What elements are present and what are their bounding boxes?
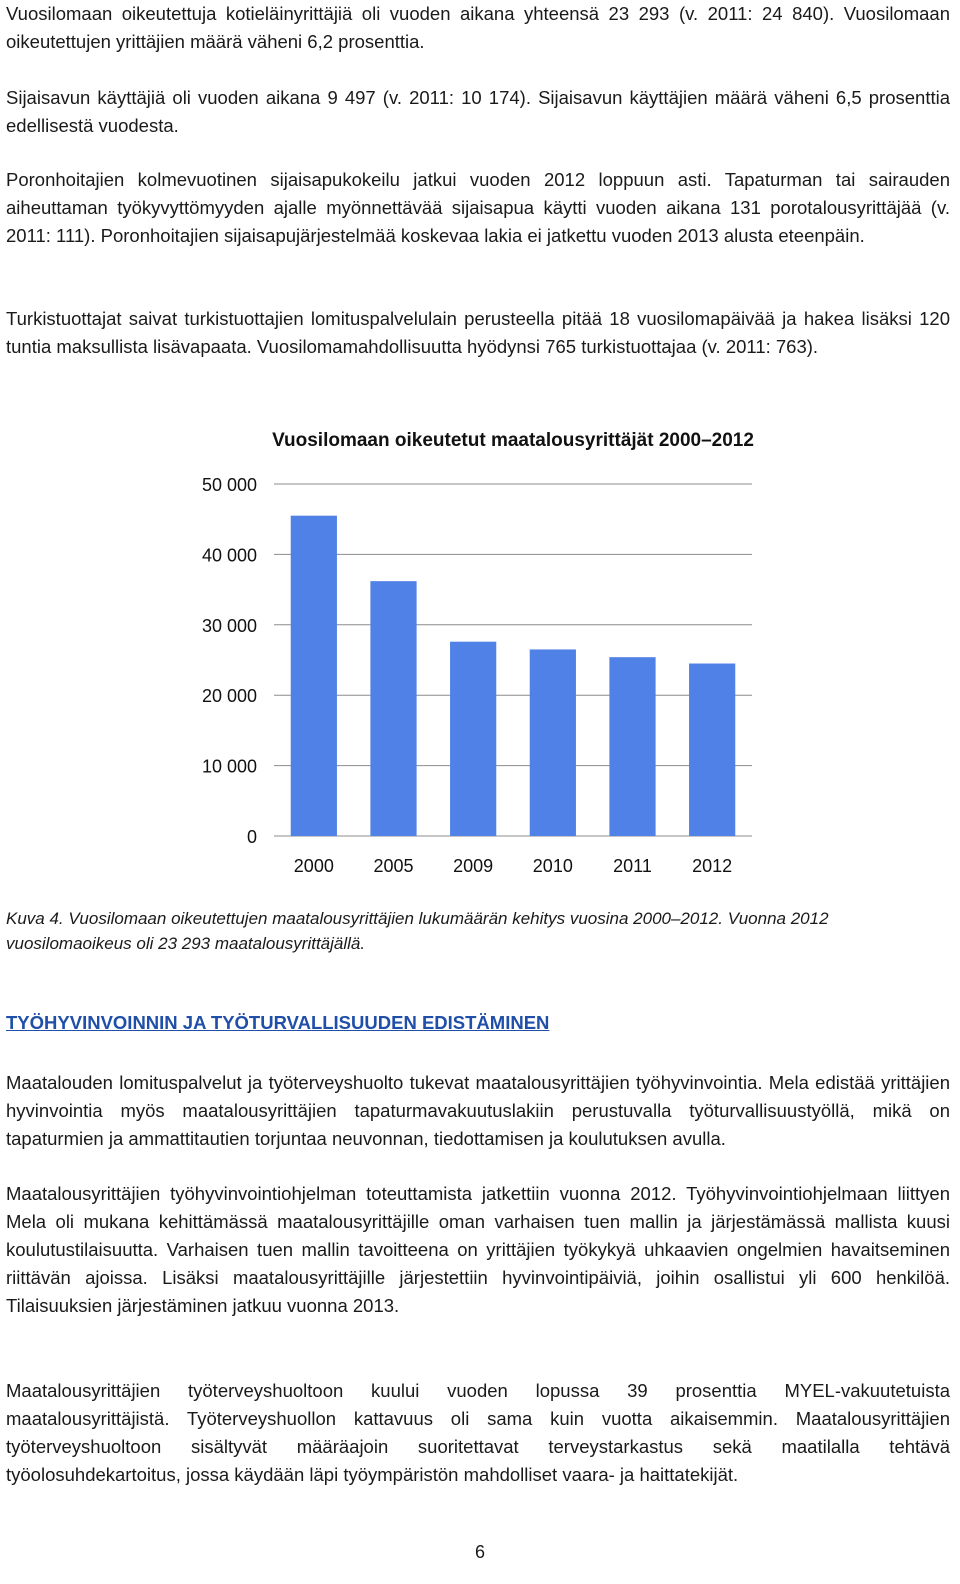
bar-2012 [689,664,735,836]
x-tick-label: 2000 [293,856,334,876]
x-tick-label: 2010 [532,856,573,876]
x-tick-label: 2005 [373,856,414,876]
y-tick-label: 20 000 [201,686,257,707]
page-number: 6 [474,1542,485,1562]
paragraph-tyoterveyshuolto: Maatalousyrittäjien työterveyshuoltoon kuului vuoden lopussa 39 prosenttia MYEL-vakuutetuista maatalousyrittäjistä. Työterveyshuollon kattavuus oli sama kuin vuotta aikaisemmin. Maatalousyrittäjien työterveyshuoltoon sisältyvät määräajoin suoritettavat terveystarkastus sekä maatilalla tehtävä työolosuhdekartoitus, jossa käydään läpi työympäristön mahdolliset vaara- ja haittatekijät. [6,1380,950,1485]
paragraph-tyohyvinvointiohjelma: Maatalousyrittäjien työhyvinvointiohjelman toteuttamista jatkettiin vuonna 2012. Työhyvinvointiohjelmaan liittyen Mela oli mukana kehittämässä maatalousyrittäjille oman varhaisen tuen mallin ja järjestämässä mallista kuusi koulutustilaisuutta. Varhaisen tuen mallin tavoitteena on yrittäjien työkykyä uhkaavien ongelmien havaitseminen riittävän ajoissa. Lisäksi maatalousyrittäjille järjestettiin hyvinvointipäiviä, joihin osallistui yli 600 henkilöä. Tilaisuuksien järjestäminen jatkuu vuonna 2013. [6,1183,950,1316]
bar-2005 [370,581,416,836]
y-tick-label: 50 000 [201,475,257,495]
y-tick-label: 30 000 [201,615,257,636]
y-tick-label: 0 [246,827,257,847]
y-tick-label: 40 000 [201,545,257,566]
x-tick-label: 2012 [692,856,733,876]
bar-2000 [291,516,337,836]
figure-caption: Kuva 4. Vuosilomaan oikeutettujen maatalousyrittäjien lukumäärän kehitys vuosina 2000–2012. Vuonna 2012 vuosilomaoikeus oli 23 293 maatalousyrittäjällä. [6,909,829,953]
bar-2009 [450,642,496,836]
bar-2011 [609,657,655,836]
chart-title: Vuosilomaan oikeutetut maatalousyrittäjät 2000–2012 [272,430,754,451]
paragraph-turkistuottajat: Turkistuottajat saivat turkistuottajien lomituspalvelulain perusteella pitää 18 vuosilomapäivää ja hakea lisäksi 120 tuntia maksullista lisävapaata. Vuosilomamahdollisuutta hyödynsi 765 turkistuottajaa (v. 2011: 763). [6,308,950,357]
x-tick-label: 2011 [613,856,652,876]
paragraph-vuosiloma: Vuosilomaan oikeutettuja kotieläinyrittäjiä oli vuoden aikana yhteensä 23 293 (v. 2011: 24 840). Vuosilomaan oikeutettujen yrittäjien määrä väheni 6,2 prosenttia. [6,3,950,52]
paragraph-lomituspalvelut: Maatalouden lomituspalvelut ja työterveyshuolto tukevat maatalousyrittäjien työhyvinvointia. Mela edistää yrittäjien hyvinvointia myös maatalousyrittäjien tapaturmavakuutuslakiin perustuvalla työturvallisuustyöllä, mikä on tapaturmien ja ammattitautien torjuntaa neuvonnan, tiedottamisen ja koulutuksen avulla. [6,1072,950,1149]
section-heading: TYÖHYVINVOINNIN JA TYÖTURVALLISUUDEN EDISTÄMINEN [6,1012,550,1033]
bar-chart [180,418,760,888]
x-tick-label: 2009 [453,856,494,876]
bar-2010 [530,649,576,836]
y-tick-label: 10 000 [201,756,257,777]
paragraph-sijaisapu: Sijaisavun käyttäjiä oli vuoden aikana 9 497 (v. 2011: 10 174). Sijaisavun käyttäjien määrä väheni 6,5 prosenttia edellisestä vuodesta. [6,87,950,136]
paragraph-poronhoitajat: Poronhoitajien kolmevuotinen sijaisapukokeilu jatkui vuoden 2012 loppuun asti. Tapaturman tai sairauden aiheuttaman työkyvyttömyyden ajalle myönnettävää sijaisapua käytti vuoden aikana 131 porotalousyrittäjää (v. 2011: 111). Poronhoitajien sijaisapujärjestelmää koskevaa lakia ei jatkettu vuoden 2013 alusta eteenpäin. [6,169,950,246]
